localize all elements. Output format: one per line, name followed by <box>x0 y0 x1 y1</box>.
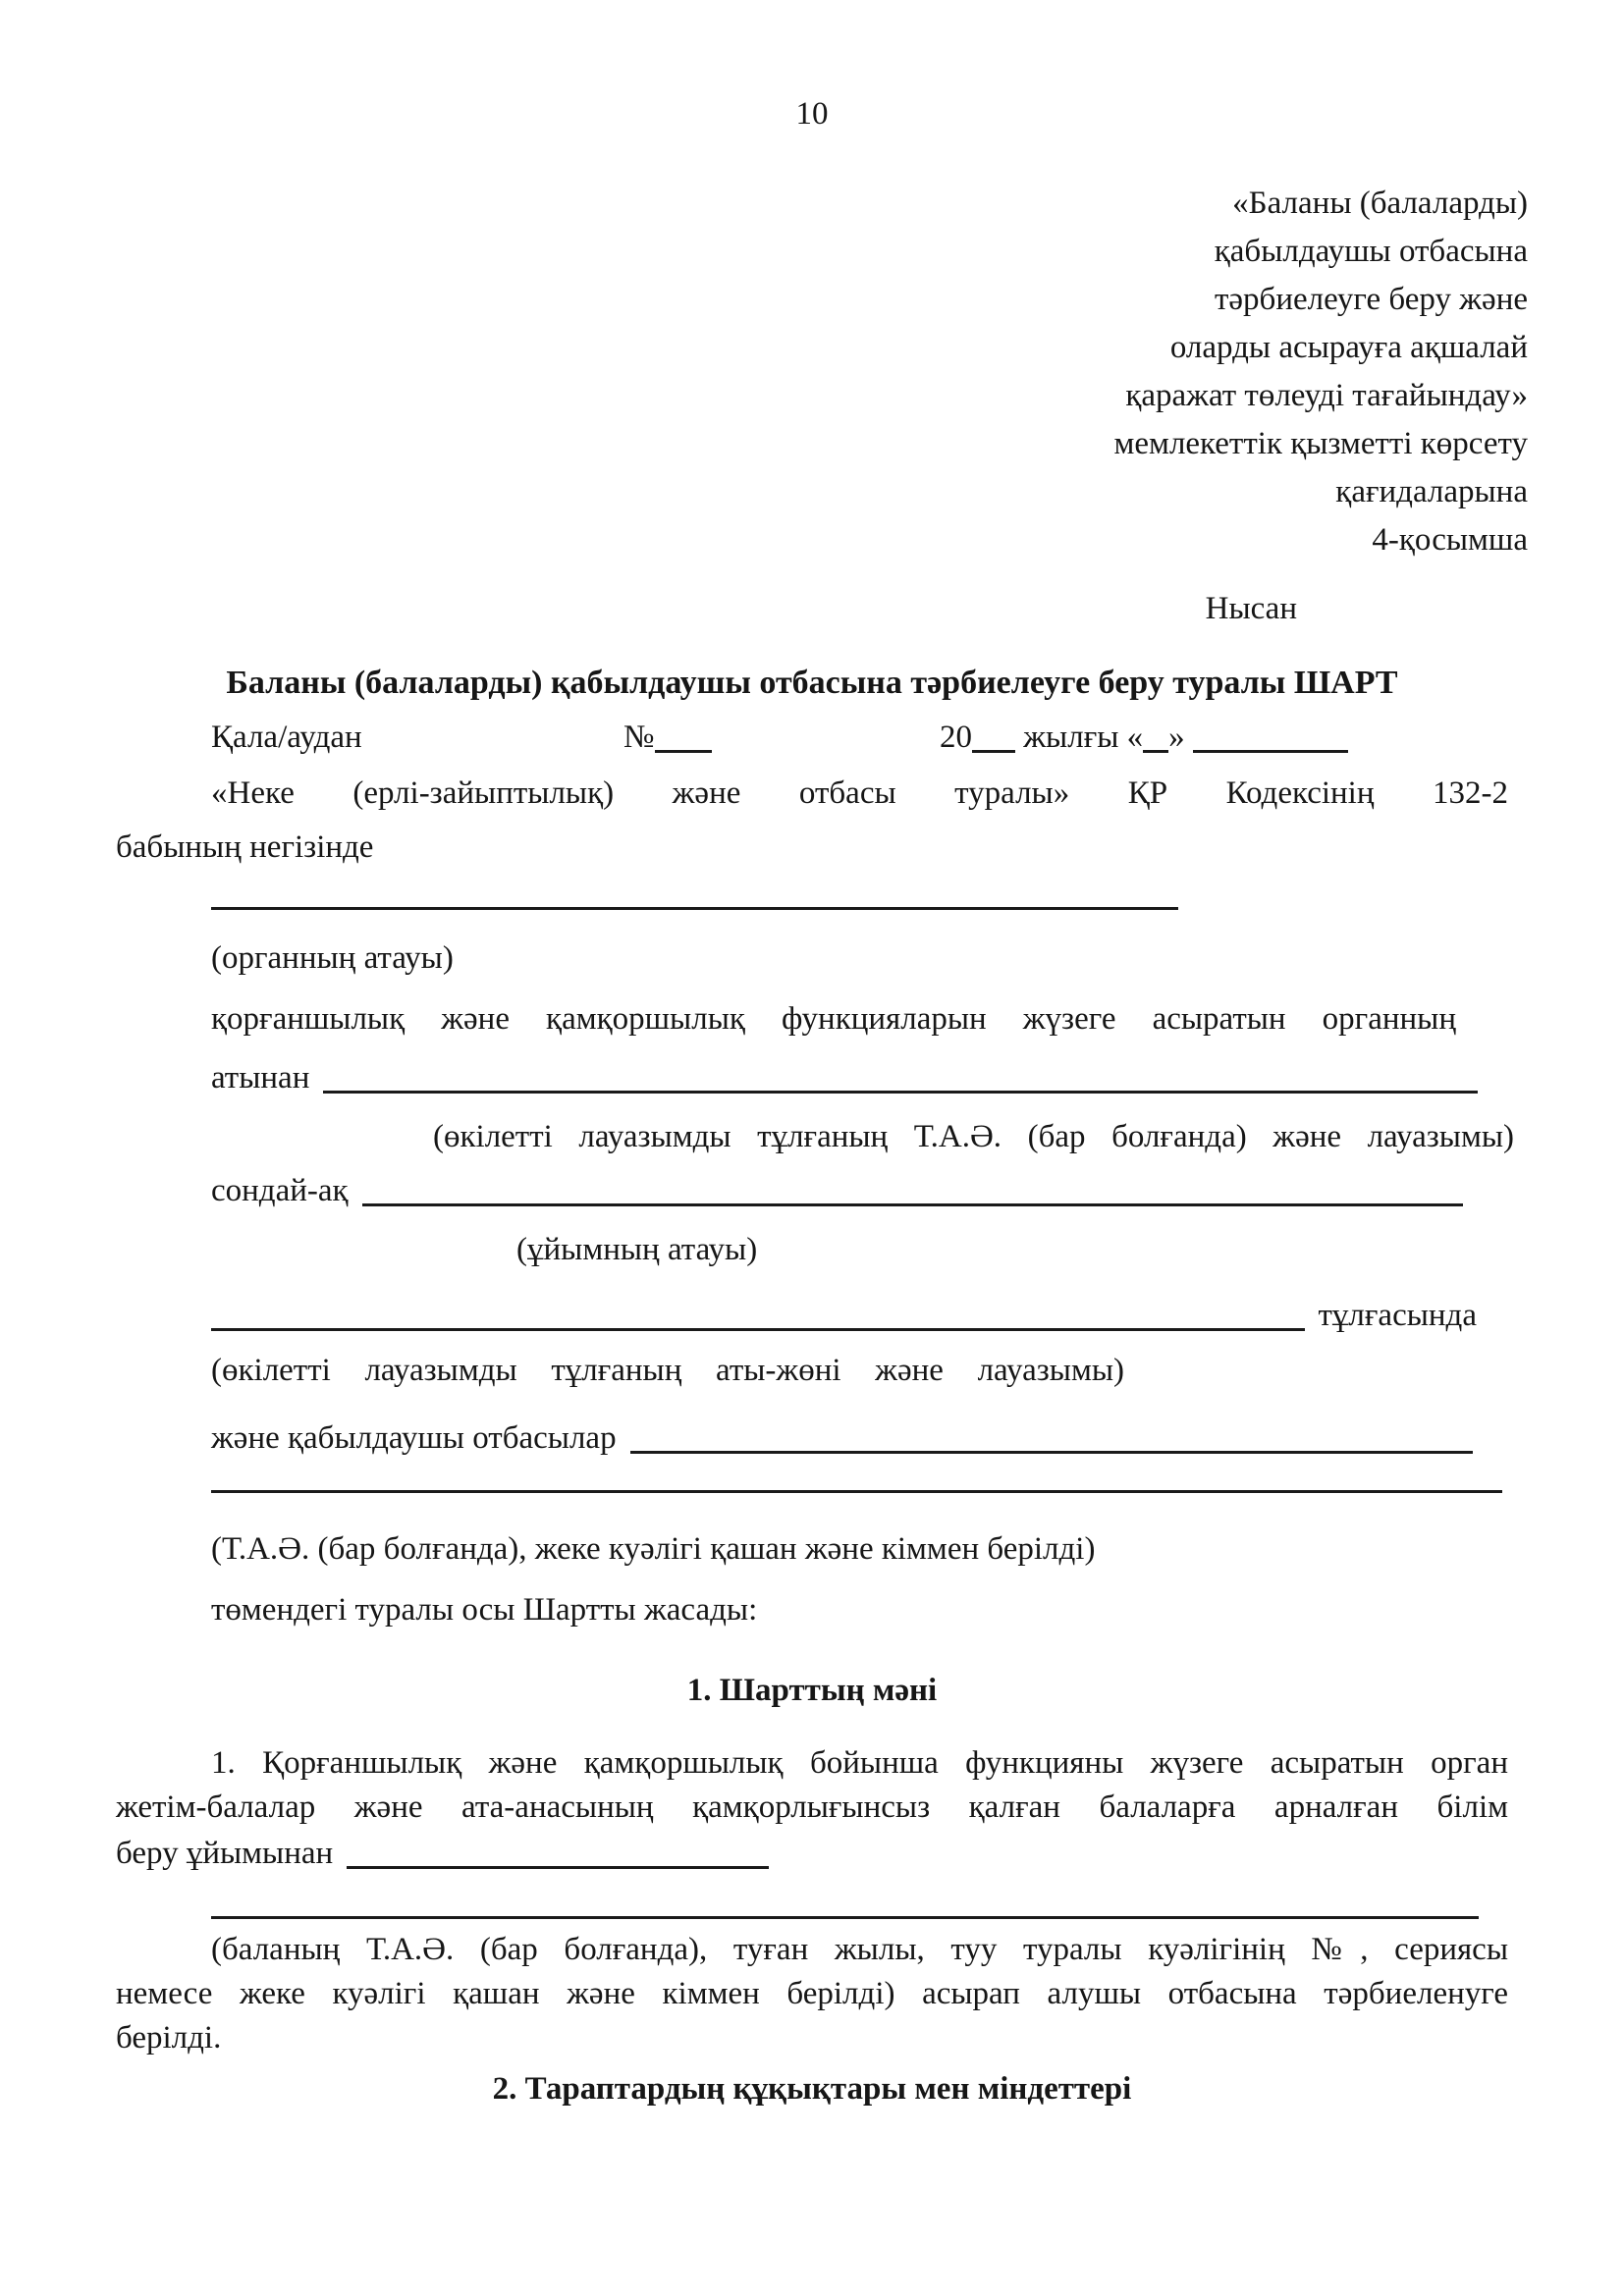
month-blank <box>1193 747 1348 753</box>
appendix-line: «Баланы (балаларды) <box>1232 186 1528 221</box>
also-label: сондай-ақ <box>211 1173 349 1208</box>
quote-open: « <box>1126 720 1144 755</box>
contract-number-blank <box>655 747 712 753</box>
appendix-line: қабылдаушы отбасына <box>1214 234 1528 269</box>
city-number-date-row <box>211 718 1508 763</box>
year-blank <box>972 747 1015 753</box>
guardianship-function-line: қорғаншылық және қамқоршылық функцияларын жүзеге асыратын органның <box>211 1001 1456 1037</box>
legal-basis-line-1: «Неке (ерлі-зайыптылық) және отбасы туралы» ҚР Кодексінің 132-2 <box>211 775 1508 811</box>
page-number: 10 <box>795 96 829 132</box>
section-1-paragraph-line-1: 1. Қорғаншылық және қамқоршылық бойынша функцияны жүзеге асыратын орган <box>211 1745 1508 1781</box>
appendix-line: оларды асырауға ақшалай <box>1169 330 1528 365</box>
legal-basis-line-2: бабының негізінде <box>116 829 374 865</box>
receiving-family-row <box>211 1416 1473 1458</box>
appendix-line: қаражат төлеуді тағайындау» <box>1125 378 1528 413</box>
child-data-caption-line-1: (баланың Т.А.Ә. (бар болғанда), туған жылы, туу туралы куәлігінің №, сериясы <box>211 1932 1508 1967</box>
child-data-caption-line-2: немесе жеке куәлігі қашан және кіммен берілді) асырап алушы отбасына тәрбиеленуге <box>116 1976 1508 2011</box>
on-behalf-blank <box>323 1086 1478 1094</box>
appendix-block <box>1114 180 1528 564</box>
on-behalf-row <box>211 1056 1478 1097</box>
receiving-family-label: және қабылдаушы отбасылар <box>211 1420 617 1456</box>
date-group <box>940 718 1348 757</box>
year-word: жылғы <box>1023 720 1119 755</box>
person-name-blank <box>211 1323 1305 1331</box>
organ-name-caption: (органның атауы) <box>211 940 454 976</box>
person-row <box>211 1294 1477 1335</box>
city-district-label: Қала/аудан <box>211 720 362 755</box>
contract-number-group <box>623 718 712 757</box>
family-id-caption: (Т.А.Ә. (бар болғанда), жеке куәлігі қашан және кіммен берілді) <box>211 1531 1096 1567</box>
education-org-row <box>116 1832 776 1873</box>
organization-name-caption: (ұйымның атауы) <box>516 1232 758 1267</box>
organ-name-blank-row <box>211 878 1178 920</box>
official-caption-2: (өкілетті лауазымды тұлғаның аты-жөні және лауазымы) <box>211 1353 1124 1388</box>
appendix-line: қағидаларына <box>1335 474 1528 509</box>
number-sign: № <box>623 720 655 755</box>
quote-close: » <box>1168 720 1185 755</box>
form-type-label: Нысан <box>1205 591 1297 626</box>
conclusion-line: төмендегі туралы осы Шартты жасады: <box>211 1592 758 1628</box>
day-blank <box>1143 747 1168 753</box>
appendix-line: тәрбиелеуге беру және <box>1214 282 1528 317</box>
on-behalf-label: атынан <box>211 1060 310 1095</box>
section-1-heading: 1. Шарттың мәні <box>686 1673 938 1708</box>
family-id-blank-row <box>211 1461 1502 1503</box>
appendix-line: 4-қосымша <box>1372 522 1528 558</box>
child-data-blank-row <box>211 1887 1479 1929</box>
child-data-caption-line-3: берілді. <box>116 2020 222 2056</box>
section-2-heading: 2. Тараптардың құқықтары мен міндеттері <box>492 2071 1132 2107</box>
child-data-blank <box>211 1887 1479 1919</box>
section-1-paragraph-line-2: жетім-балалар және ата-анасының қамқорлығынсыз қалған балаларға арналған білім <box>116 1789 1508 1825</box>
organization-name-blank <box>362 1199 1463 1206</box>
year-prefix: 20 <box>940 720 972 755</box>
family-id-blank <box>211 1461 1502 1493</box>
official-caption-1: (өкілетті лауазымды тұлғаның Т.А.Ә. (бар болғанда) және лауазымы) <box>433 1119 1514 1154</box>
appendix-line: мемлекеттік қызметті көрсету <box>1113 426 1528 461</box>
education-org-label: беру ұйымынан <box>116 1836 334 1871</box>
organ-name-blank <box>211 878 1178 910</box>
document-title: Баланы (балаларды) қабылдаушы отбасына тәрбиелеуге беру туралы ШАРТ <box>226 665 1398 701</box>
education-org-blank <box>347 1861 769 1869</box>
receiving-family-blank <box>630 1446 1473 1454</box>
also-row <box>211 1169 1463 1210</box>
person-suffix: тұлғасында <box>1318 1298 1477 1333</box>
